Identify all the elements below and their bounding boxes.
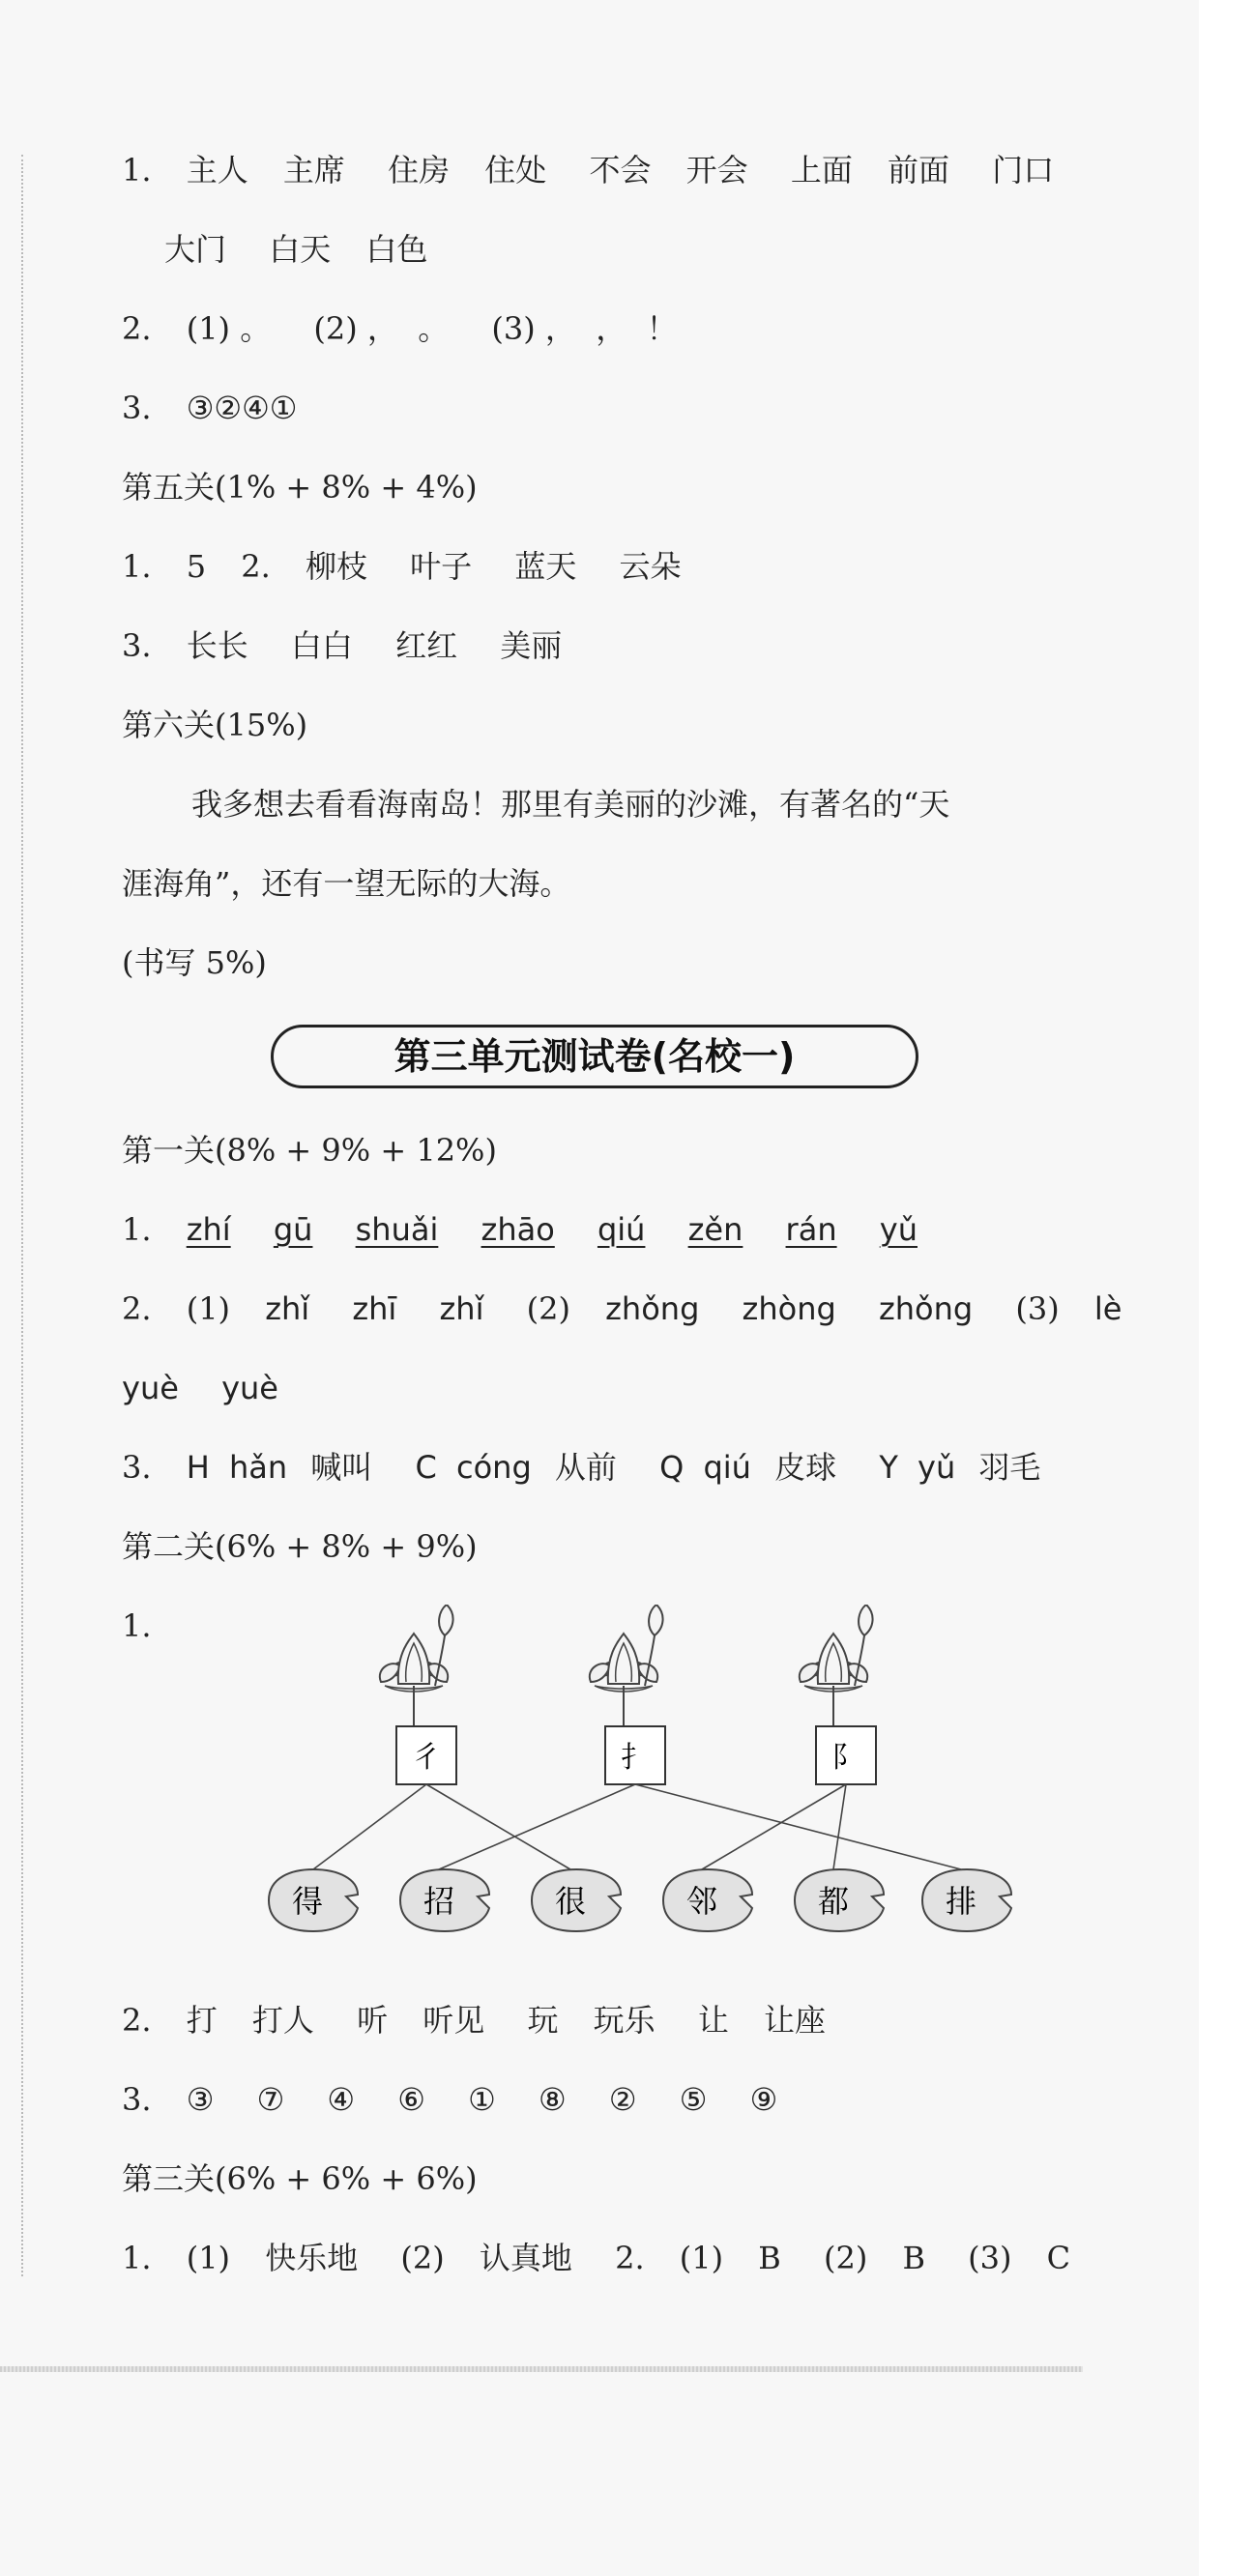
section-title: 第三关(6% + 6% + 6%) bbox=[122, 2160, 478, 2197]
answer-line: 1. (1) 快乐地 (2) 认真地 2. (1) B (2) B (3) C bbox=[122, 2240, 1071, 2276]
lotus-flower-icon bbox=[800, 1605, 873, 1726]
leaf-card bbox=[532, 1869, 621, 1931]
leaf-char: 很 bbox=[554, 1883, 587, 1920]
page-edge bbox=[1199, 0, 1253, 2576]
radical-box bbox=[816, 1726, 876, 1784]
leaf-card bbox=[795, 1869, 884, 1931]
leaf-card bbox=[269, 1869, 358, 1931]
bottom-divider bbox=[0, 2366, 1083, 2372]
essay-text: 涯海角”，还有一望无际的大海。 bbox=[122, 865, 571, 902]
leaf-char: 都 bbox=[817, 1883, 850, 1920]
pinyin-line: 2. (1) zhǐ zhī zhǐ (2) zhǒng zhòng zhǒng (3) lè bbox=[122, 1290, 1122, 1327]
answer-line: 1. 主人 主席 住房 住处 不会 开会 上面 前面 门口 bbox=[122, 152, 1055, 188]
answer-line: 3. ③②④① bbox=[122, 390, 298, 426]
pinyin-line: 1. zhí gū shuǎi zhāo qiú zěn rán yǔ bbox=[122, 1211, 918, 1248]
match-line bbox=[313, 1784, 426, 1869]
leaf-char: 邻 bbox=[685, 1883, 718, 1920]
radical-matching-diagram bbox=[232, 1605, 1044, 1953]
section-title: 第五关(1% + 8% + 4%) bbox=[122, 469, 478, 506]
match-line bbox=[702, 1784, 846, 1869]
radical-box bbox=[605, 1726, 665, 1784]
answer-line: 大门 白天 白色 bbox=[164, 231, 428, 268]
pinyin-line: 3. H hǎn 喊叫 C cóng 从前 Q qiú 皮球 Y yǔ 羽毛 bbox=[122, 1449, 1041, 1486]
answer-line: 1. 5 2. 柳枝 叶子 蓝天 云朵 bbox=[122, 548, 682, 585]
leaf-card bbox=[663, 1869, 752, 1931]
answer-line: 2. (1) 。 (2) ， 。 (3) ， ， ！ bbox=[122, 310, 678, 347]
answer-line: 3. ③ ⑦ ④ ⑥ ① ⑧ ② ⑤ ⑨ bbox=[122, 2081, 778, 2118]
match-line bbox=[635, 1784, 961, 1869]
answer-line: 3. 长长 白白 红红 美丽 bbox=[122, 627, 563, 664]
matching-lines bbox=[313, 1784, 961, 1869]
section-title: 第二关(6% + 8% + 9%) bbox=[122, 1528, 478, 1565]
section-title: 第六关(15%) bbox=[122, 707, 308, 743]
match-line bbox=[439, 1784, 635, 1869]
leaf-char: 招 bbox=[423, 1883, 455, 1920]
essay-text: 我多想去看看海南岛！那里有美丽的沙滩，有著名的“天 bbox=[191, 786, 950, 823]
section-title: 第一关(8% + 9% + 12%) bbox=[122, 1132, 497, 1169]
leaf-card bbox=[400, 1869, 489, 1931]
radical-box bbox=[396, 1726, 456, 1784]
match-line bbox=[426, 1784, 570, 1869]
writing-score: (书写 5%) bbox=[122, 944, 267, 981]
margin-rule bbox=[21, 155, 23, 2276]
leaf-char: 得 bbox=[291, 1883, 324, 1920]
lotus-flower-icon bbox=[590, 1605, 663, 1726]
radical-text: 阝 bbox=[831, 1741, 860, 1775]
match-line bbox=[833, 1784, 846, 1869]
radical-text: 扌 bbox=[621, 1741, 650, 1775]
radical-text: 彳 bbox=[412, 1741, 441, 1775]
unit-test-banner: 第三单元测试卷(名校一) bbox=[271, 1025, 918, 1088]
leaf-char: 排 bbox=[945, 1883, 977, 1920]
question-number: 1. bbox=[122, 1607, 152, 1644]
answer-line: 2. 打 打人 听 听见 玩 玩乐 让 让座 bbox=[122, 2002, 827, 2039]
leaf-card bbox=[922, 1869, 1011, 1931]
lotus-flower-icon bbox=[380, 1605, 453, 1726]
pinyin-line: yuè yuè bbox=[122, 1370, 278, 1406]
